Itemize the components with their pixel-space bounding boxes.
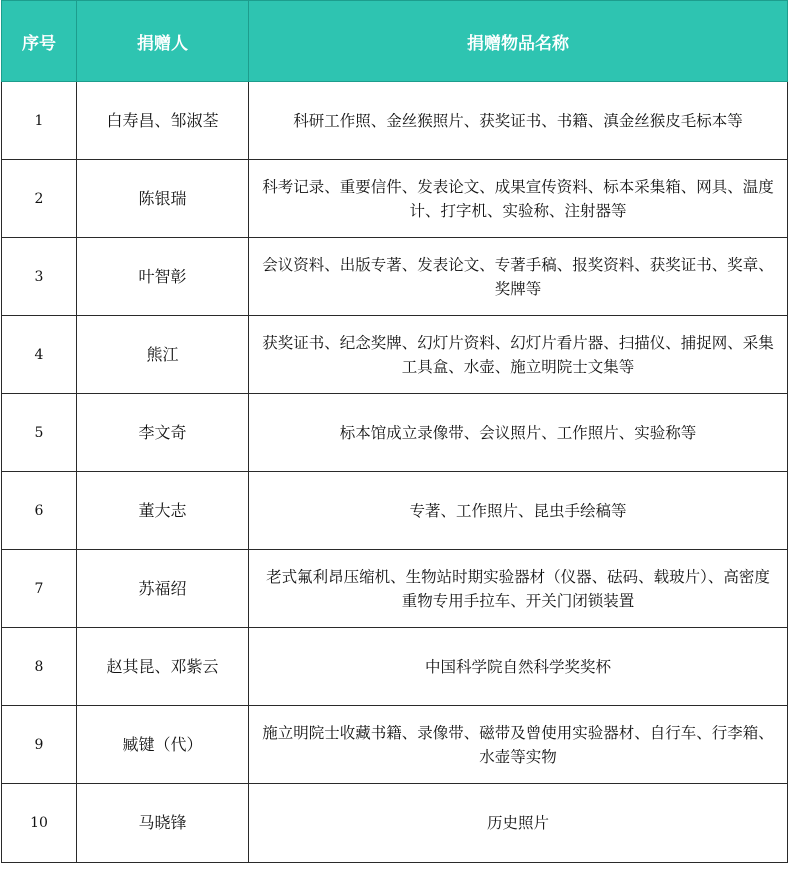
row-number: 9 (2, 706, 77, 784)
row-items: 老式氟利昂压缩机、生物站时期实验器材（仪器、砝码、载玻片）、高密度重物专用手拉车、开关门闭锁装置 (249, 550, 788, 628)
header-items: 捐赠物品名称 (249, 1, 788, 82)
row-donor: 马晓锋 (77, 784, 249, 863)
row-donor: 苏福绍 (77, 550, 249, 628)
row-number: 7 (2, 550, 77, 628)
row-number: 10 (2, 784, 77, 863)
row-donor: 赵其昆、邓紫云 (77, 628, 249, 706)
row-items: 历史照片 (249, 784, 788, 863)
row-items: 科研工作照、金丝猴照片、获奖证书、书籍、滇金丝猴皮毛标本等 (249, 82, 788, 160)
row-items: 专著、工作照片、昆虫手绘稿等 (249, 472, 788, 550)
table-row (2, 628, 788, 706)
row-items: 会议资料、出版专著、发表论文、专著手稿、报奖资料、获奖证书、奖章、奖牌等 (249, 238, 788, 316)
row-donor: 李文奇 (77, 394, 249, 472)
table-row (2, 472, 788, 550)
row-donor: 陈银瑞 (77, 160, 249, 238)
row-number: 8 (2, 628, 77, 706)
header-number: 序号 (2, 1, 77, 82)
row-donor: 董大志 (77, 472, 249, 550)
donation-list-table (1, 0, 788, 863)
table-row (2, 316, 788, 394)
table-body (2, 82, 788, 863)
table-row (2, 550, 788, 628)
table-row (2, 238, 788, 316)
row-number: 2 (2, 160, 77, 238)
row-items: 获奖证书、纪念奖牌、幻灯片资料、幻灯片看片器、扫描仪、捕捉网、采集工具盒、水壶、施立明院士文集等 (249, 316, 788, 394)
row-items: 标本馆成立录像带、会议照片、工作照片、实验称等 (249, 394, 788, 472)
row-donor: 白寿昌、邹淑荃 (77, 82, 249, 160)
table-row (2, 82, 788, 160)
table-row (2, 784, 788, 863)
row-number: 5 (2, 394, 77, 472)
row-items: 科考记录、重要信件、发表论文、成果宣传资料、标本采集箱、网具、温度计、打字机、实验称、注射器等 (249, 160, 788, 238)
row-items: 中国科学院自然科学奖奖杯 (249, 628, 788, 706)
row-number: 3 (2, 238, 77, 316)
header-row (2, 1, 788, 82)
row-number: 6 (2, 472, 77, 550)
row-donor: 臧键（代） (77, 706, 249, 784)
table-header (2, 1, 788, 82)
row-number: 4 (2, 316, 77, 394)
row-items: 施立明院士收藏书籍、录像带、磁带及曾使用实验器材、自行车、行李箱、水壶等实物 (249, 706, 788, 784)
header-donor: 捐赠人 (77, 1, 249, 82)
table-row (2, 160, 788, 238)
row-donor: 叶智彰 (77, 238, 249, 316)
row-number: 1 (2, 82, 77, 160)
table-row (2, 394, 788, 472)
table-row (2, 706, 788, 784)
row-donor: 熊江 (77, 316, 249, 394)
